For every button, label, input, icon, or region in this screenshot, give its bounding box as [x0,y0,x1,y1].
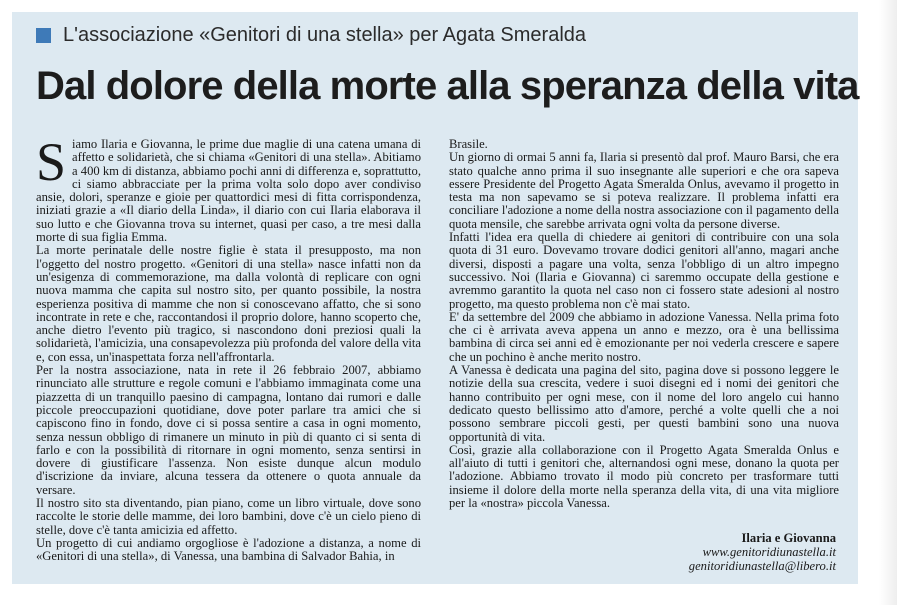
article-paragraph: Un progetto di cui andiamo orgogliose è l'adozione a distanza, a nome di «Genitori di una stella», di Vanessa, una bambina di Salvador Bahia, in [36,535,421,564]
article-paragraph: Per la nostra associazione, nata in rete il 26 febbraio 2007, abbiamo rinunciato alle strutture e regole comuni e l'abbiamo immaginata come una piazzetta di un tranquillo paesino di campagna, lontano dai rumori e dalle piccole preoccupazioni quotidiane, dove poter parlare tra amici che si capiscono fino in fondo, dove ci si possa sentire a casa in ogni momento, senza nessun obbligo di rimanere un minuto in più di quanto ci si senta di farlo e con la possibilità di ritornare in ogni momento, senza sentirsi in dovere di giustificare l'assenza. Non esiste dunque alcun modulo d'iscrizione da inviare, alcuna tessera da ottenere o quota annuale da versare. [36,363,421,497]
article-paragraph [36,132,421,245]
newspaper-clipping [12,12,858,584]
paragraph-text: iamo Ilaria e Giovanna, le prime due maglie di una catena umana di affetto e solidarietà, che si chiama «Genitori di una stella». Abitiamo a 400 km di distanza, abbiamo pochi anni di differenza e, soprattutto, ci siamo abbracciate per la prima volta solo dopo aver condiviso ansie, dolori, speranze e gioie per quattordici mesi di fitta corrispondenza, iniziati grazie a «Il diario della Linda», il diario con cui Ilaria elaborava il suo lutto e che Giovanna trova su internet, quasi per caso, a tre mesi dalla morte di sua figlia Emma. [36,137,421,245]
article-headline: Dal dolore della morte alla speranza della vita [36,64,859,108]
drop-cap: S [36,132,67,192]
section-kicker [36,24,586,47]
kicker-text: L'associazione «Genitori di una stella» per Agata Smeralda [63,24,587,46]
kicker-square-icon [36,28,51,43]
signature-website: www.genitoridiunastella.it [702,545,836,559]
article-signature [689,531,836,573]
article-paragraph: A Vanessa è dedicata una pagina del sito, pagina dove si possono leggere le notizie della sua crescita, vedere i suoi disegni ed i nomi dei genitori che hanno contribuito per ogni mese, con il nome del loro angelo cui hanno dedicato questo bellissimo atto d'amore, perché a volte quelli che a noi possono sembrare piccoli gesti, per questi bambini sono una nuova opportunità di vita. [449,363,839,444]
page-edge-shadow [879,0,897,605]
article-column-left [36,132,421,564]
article-paragraph: La morte perinatale delle nostre figlie è stata il presupposto, ma non l'oggetto del nostro progetto. «Genitori di una stella» nasce infatti non da un'esigenza di commemorazione, ma dalla volontà di replicare con ogni nuova mamma che capita sul nostro sito, per quanto possibile, la nostra esperienza positiva di mamme che non si conoscevano affatto, che si sono incontrate in rete e che, raccontandosi il proprio dolore, hanno scoperto che, anche dietro l'evento più tragico, si nascondono doni preziosi quali la solidarietà, l'amicizia, una consapevolezza più profonda del valore della vita e, con essa, un'inaspettata forza nell'affrontarla. [36,243,421,364]
article-paragraph: Un giorno di ormai 5 anni fa, Ilaria si presentò dal prof. Mauro Barsi, che era stato qualche anno prima il suo insegnante alle superiori e che ora sapeva essere Presidente del Progetto Agata Smeralda Onlus, avevamo il progetto in testa ma non sapevamo se si poteva realizzare. Il problema infatti era conciliare l'adozione a nome della nostra associazione con il pagamento della quota mensile, che sarebbe arrivata ogni volta da persone diverse. [449,150,839,231]
article-paragraph: Il nostro sito sta diventando, pian piano, come un libro virtuale, dove sono raccolte le storie delle mamme, dei loro bambini, dove c'è un cielo pieno di stelle, dove c'è tanta amicizia ed affetto. [36,496,421,537]
signature-email: genitoridiunastella@libero.it [688,559,836,573]
article-paragraph: Infatti l'idea era quella di chiedere ai genitori di contribuire con una sola quota di 31 euro. Dovevamo trovare dodici genitori all'anno, magari anche diversi, disposti a pagare una volta, senza l'obbligo di un altro impegno successivo. Noi (Ilaria e Giovanna) ci saremmo occupate della gestione e avremmo garantito la quota nel caso non ci fossero state adesioni al nostro progetto, ma questo problema non c'è mai stato. [449,230,839,311]
article-paragraph: E' da settembre del 2009 che abbiamo in adozione Vanessa. Nella prima foto che ci è arrivata aveva appena un anno e mezzo, ora è una bellissima bambina di circa sei anni ed è emozionante per noi vederla crescere e sapere che un pochino è anche merito nostro. [449,309,839,364]
signature-author: Ilaria e Giovanna [741,531,836,545]
article-paragraph: Così, grazie alla collaborazione con il Progetto Agata Smeralda Onlus e all'aiuto di tutti i genitori che, alternandosi ogni mese, donano la quota per l'adozione. Abbiamo trovato il modo più concreto per trasformare tutti insieme il dolore della morte nella speranza della vita, di una vita migliore per la «nostra» piccola Vanessa. [449,442,839,511]
article-paragraph: Brasile. [449,137,488,151]
article-column-right [449,138,839,510]
